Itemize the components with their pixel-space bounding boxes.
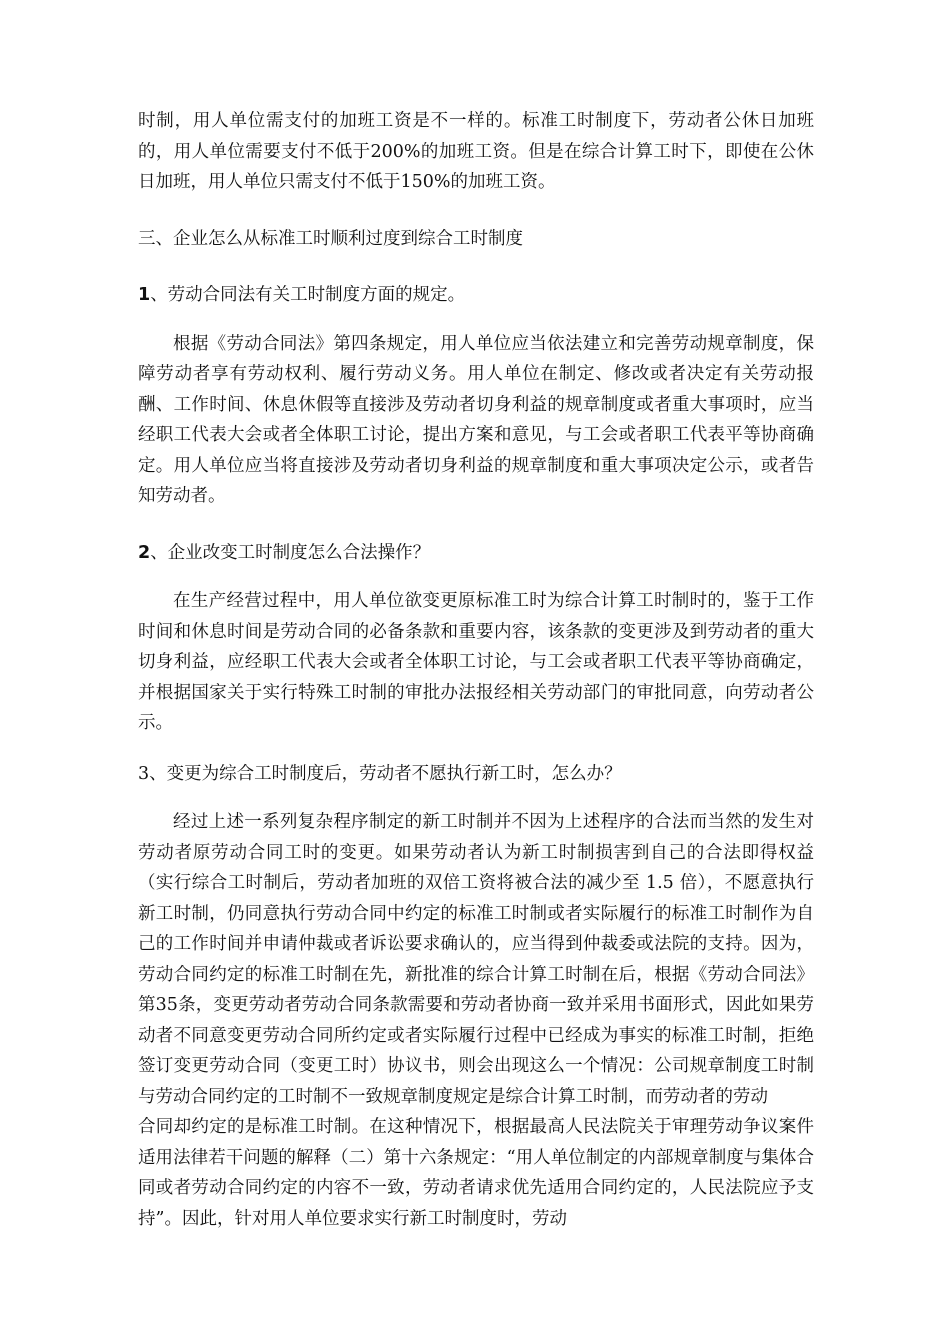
body-paragraph-1: 根据《劳动合同法》第四条规定，用人单位应当依法建立和完善劳动规章制度，保障劳动者享有劳动权利、履行劳动义务。用人单位在制定、修改或者决定有关劳动报酬、工作时间、休息休假等直接涉及劳动者切身利益的规章制度或者重大事项时，应当经职工代表大会或者全体职工讨论，提出方案和意见，与工会或者职工代表平等协商确定。用人单位应当将直接涉及劳动者切身利益的规章制度和重大事项决定公示，或者告知劳动者。	[138, 333, 814, 506]
subheading-1-text: 、劳动合同法有关工时制度方面的规定。	[150, 285, 466, 305]
subheading-2-text: 、企业改变工时制度怎么合法操作？	[150, 542, 431, 563]
body-paragraph-2: 在生产经营过程中，用人单位欲变更原标准工时为综合计算工时制时的，鉴于工作时间和休息时间是劳动合同的必备条款和重要内容，该条款的变更涉及到劳动者的重大切身利益，应经职工代表大会或者全体职工讨论，与工会或者职工代表平等协商确定，并根据国家关于实行特殊工时制的审批办法报经相关劳动部门的审批同意，向劳动者公示。	[138, 591, 814, 733]
intro-paragraph: 时制，用人单位需支付的加班工资是不一样的。标准工时制度下，劳动者公休日加班的，用人单位需要支付不低于200%的加班工资。但是在综合计算工时下，即使在公休日加班，用人单位只需支付不低于150%的加班工资。	[138, 111, 814, 192]
subheading-1	[138, 280, 814, 311]
subheading-3: 3、变更为综合工时制度后，劳动者不愿执行新工时，怎么办？	[138, 763, 622, 784]
body-paragraph-4: 合同却约定的是标准工时制。在这种情况下，根据最高人民法院关于审理劳动争议案件适用法律若干问题的解释（二）第十六条规定：“用人单位制定的内部规章制度与集体合同或者劳动合同约定的内容不一致，劳动者请求优先适用合同约定的，人民法院应予支持”。因此，针对用人单位要求实行新工时制度时，劳动	[138, 1117, 814, 1229]
document-body	[138, 106, 814, 1234]
subheading-2	[138, 538, 814, 569]
subheading-2-number: 2	[138, 542, 151, 563]
section-heading-3: 三、企业怎么从标准工时顺利过度到综合工时制度	[138, 228, 523, 249]
body-paragraph-3: 经过上述一系列复杂程序制定的新工时制并不因为上述程序的合法而当然的发生对劳动者原劳动合同工时的变更。如果劳动者认为新工时制损害到自己的合法即得权益（实行综合工时制后，劳动者加班的双倍工资将被合法的减少至 1.5 倍），不愿意执行新工时制，仍同意执行劳动合同中约定的标准工时制或者实际履行的标准工时制作为自己的工作时间并申请仲裁或者诉讼要求确认的，应当得到仲裁委或法院的支持。因为，劳动合同约定的标准工时制在先，新批准的综合计算工时制在后，根据《劳动合同法》第35条，变更劳动者劳动合同条款需要和劳动者协商一致并采用书面形式，因此如果劳动者不同意变更劳动合同所约定或者实际履行过程中已经成为事实的标准工时制，拒绝签订变更劳动合同（变更工时）协议书，则会出现这么一个情况：公司规章制度工时制与劳动合同约定的工时制不一致规章制度规定是综合计算工时制，而劳动者的劳动	[138, 812, 814, 1107]
subheading-1-number: 1	[138, 285, 151, 305]
